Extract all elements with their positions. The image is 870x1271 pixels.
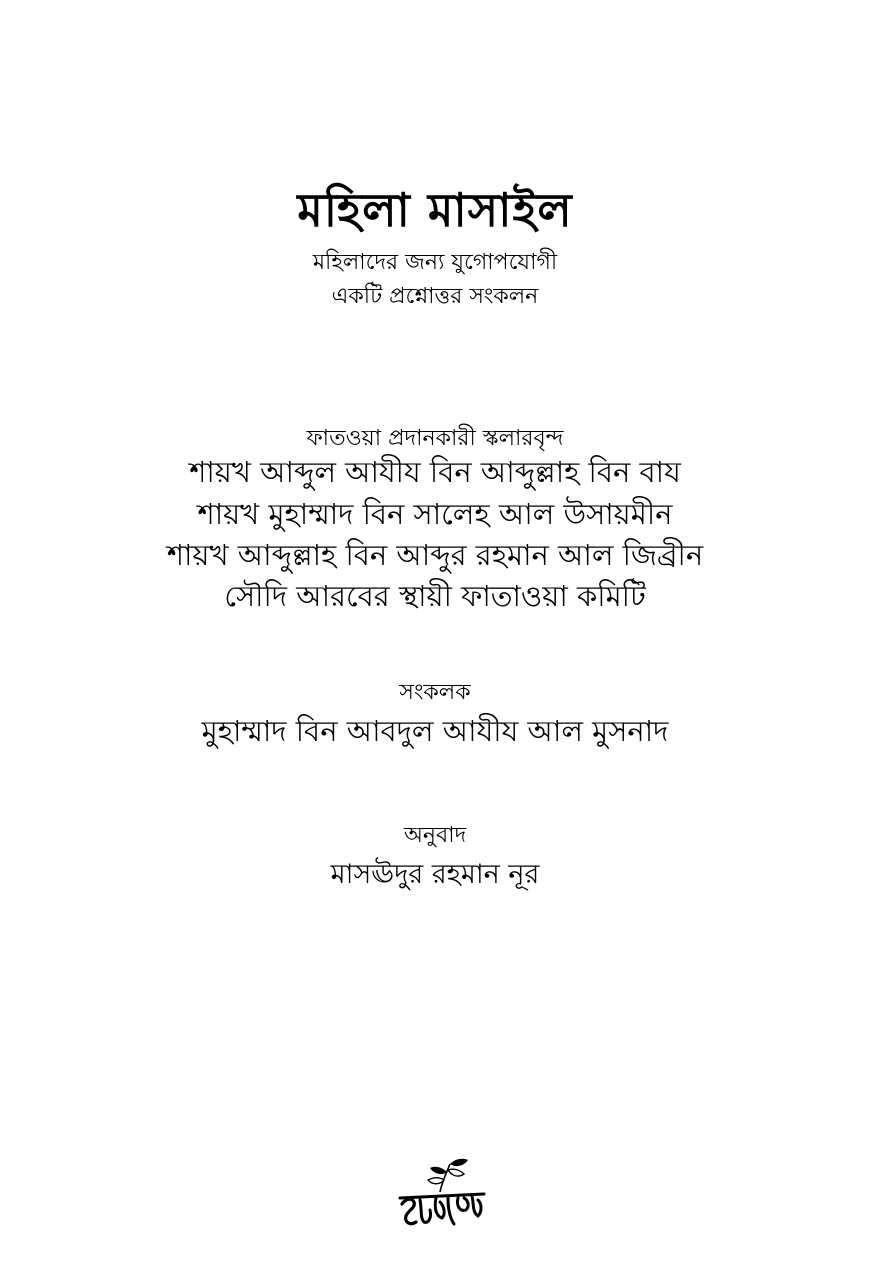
compiler-name: মুহাম্মাদ বিন আবদুল আযীয আল মুসনাদ: [201, 714, 669, 748]
publisher-logo: [390, 1152, 490, 1232]
scholar-name: শায়খ আব্দুল্লাহ বিন আব্দুর রহমান আল জিব্রীন: [166, 538, 704, 572]
scholar-name: শায়খ মুহাম্মাদ বিন সালেহ আল উসায়মীন: [197, 497, 673, 531]
scholars-heading: ফাতওয়া প্রদানকারী স্কলারবৃন্দ: [306, 426, 564, 451]
translator-name: মাসঊদুর রহমান নূর: [330, 859, 540, 890]
leaf-sprig-icon: [390, 1152, 490, 1232]
compiler-heading: সংকলক: [399, 680, 471, 705]
scholar-name: সৌদি আরবের স্থায়ী ফাতাওয়া কমিটি: [224, 579, 646, 613]
book-title: মহিলা মাসাইল: [297, 183, 573, 237]
scholar-name: শায়খ আব্দুল আযীয বিন আব্দুল্লাহ বিন বায: [189, 455, 681, 489]
translator-heading: অনুবাদ: [403, 823, 467, 848]
subtitle-line-2: একটি প্রশ্নোত্তর সংকলন: [331, 284, 539, 309]
subtitle-line-1: মহিলাদের জন্য যুগোপযোগী: [312, 250, 558, 275]
